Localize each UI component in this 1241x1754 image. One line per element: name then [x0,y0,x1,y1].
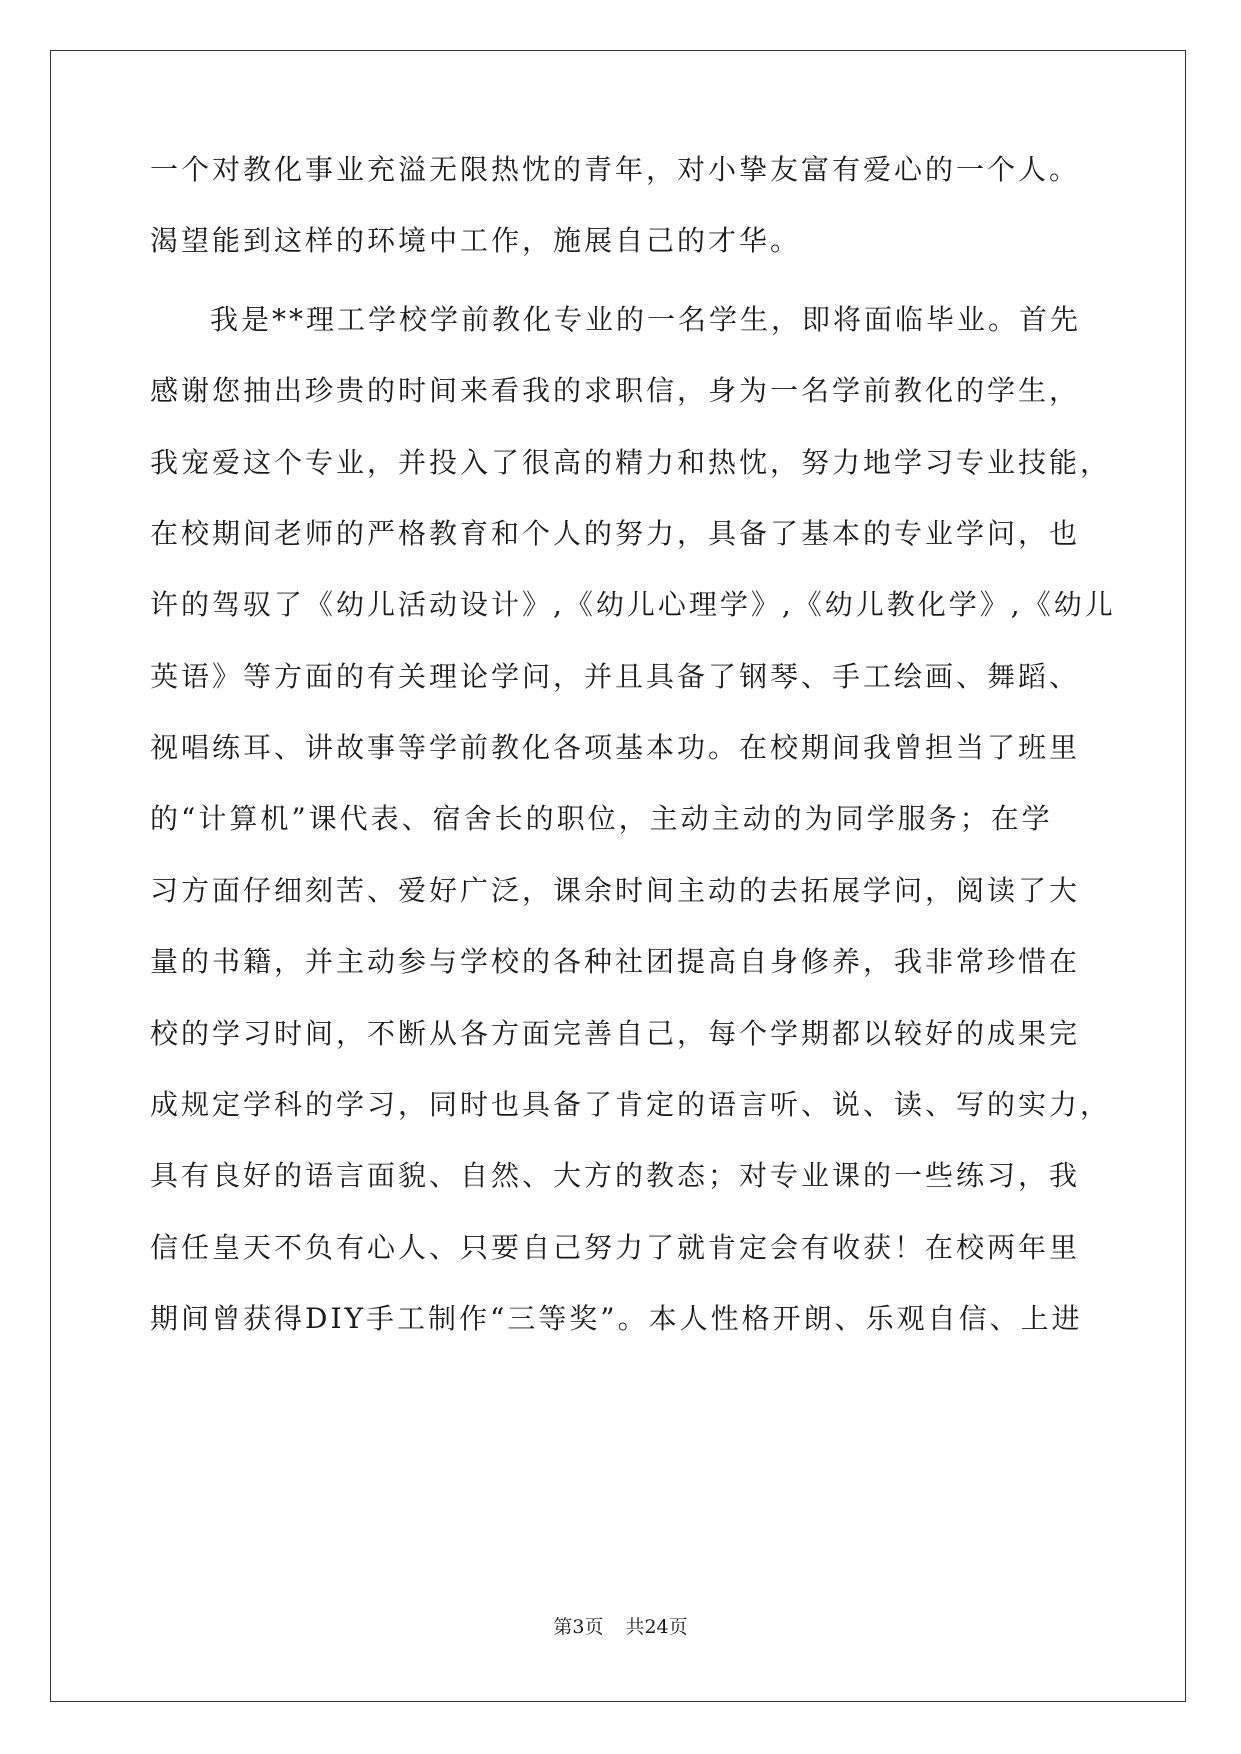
text-line: 的“计算机”课代表、宿舍长的职位，主动主动的为同学服务；在学 [150,802,1053,835]
text-line: 信任皇天不负有心人、只要自己努力了就肯定会有收获！在校两年里 [150,1231,1081,1264]
paragraph-first-line: 我是**理工学校学前教化专业的一名学生，即将面临毕业。首先 [210,303,1082,336]
text-line: 渴望能到这样的环境中工作，施展自己的才华。 [150,224,802,257]
text-line: 英语》等方面的有关理论学问，并且具备了钢琴、手工绘画、舞蹈、 [150,660,1081,693]
text-line: 感谢您抽出珍贵的时间来看我的求职信，身为一名学前教化的学生， [150,374,1081,407]
text-line: 许的驾驭了《幼儿活动设计》,《幼儿心理学》,《幼儿教化学》,《幼儿 [150,588,1116,621]
document-body [150,0,1116,1754]
text-line: 我宠爱这个专业，并投入了很高的精力和热忱，努力地学习专业技能， [150,446,1112,479]
text-line: 成规定学科的学习，同时也具备了肯定的语言听、说、读、写的实力， [150,1088,1112,1121]
text-line: 在校期间老师的严格教育和个人的努力，具备了基本的专业学问，也 [150,517,1081,550]
text-line: 期间曾获得DIY手工制作“三等奖”。本人性格开朗、乐观自信、上进 [150,1302,1083,1335]
page-number: 第3页 [553,1616,604,1638]
text-line: 量的书籍，并主动参与学校的各种社团提高自身修养，我非常珍惜在 [150,945,1081,978]
text-line: 一个对教化事业充溢无限热忱的青年，对小挚友富有爱心的一个人。 [150,153,1081,186]
text-line: 具有良好的语言面貌、自然、大方的教态；对专业课的一些练习，我 [150,1159,1081,1192]
text-line: 校的学习时间，不断从各方面完善自己，每个学期都以较好的成果完 [150,1017,1081,1050]
page-total: 共24页 [625,1616,688,1638]
page-footer [0,1612,1241,1639]
text-line: 视唱练耳、讲故事等学前教化各项基本功。在校期间我曾担当了班里 [150,731,1081,764]
text-line: 习方面仔细刻苦、爱好广泛，课余时间主动的去拓展学问，阅读了大 [150,874,1081,907]
